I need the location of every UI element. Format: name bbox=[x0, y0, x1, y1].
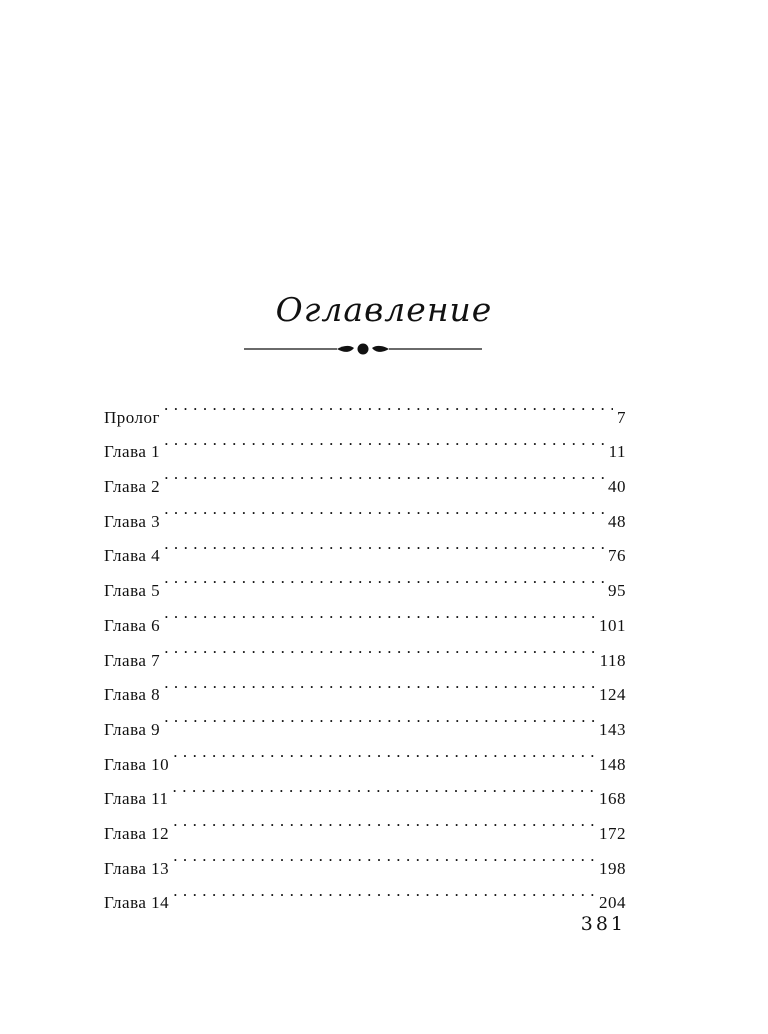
dot-leader bbox=[164, 492, 604, 527]
toc-entry-label: Глава 13 bbox=[104, 858, 170, 878]
toc-entry-page: 172 bbox=[599, 823, 626, 843]
toc-entry-page: 76 bbox=[608, 546, 626, 566]
toc-entry-page: 198 bbox=[599, 858, 626, 878]
dot-leader bbox=[164, 561, 604, 596]
flourish-divider-icon bbox=[244, 340, 482, 358]
toc-entry[interactable] bbox=[104, 666, 626, 705]
dot-leader bbox=[173, 839, 595, 874]
toc-entry-page: 101 bbox=[599, 615, 626, 635]
page-number: 381 bbox=[580, 913, 626, 935]
toc-entry[interactable] bbox=[104, 700, 626, 739]
toc-entry[interactable] bbox=[104, 457, 626, 497]
toc-entry[interactable] bbox=[104, 388, 626, 427]
toc-entry-page: 11 bbox=[608, 442, 626, 462]
dot-leader bbox=[173, 804, 595, 839]
dot-leader bbox=[173, 770, 595, 805]
toc-entry[interactable] bbox=[104, 561, 626, 601]
dot-leader bbox=[164, 631, 595, 666]
toc-entry-label: Глава 8 bbox=[104, 685, 161, 705]
toc-entry-page: 204 bbox=[599, 893, 626, 913]
toc-entry[interactable] bbox=[104, 735, 626, 774]
toc-entry-page: 40 bbox=[608, 477, 626, 497]
dot-leader bbox=[164, 700, 595, 735]
toc-entry-label: Глава 14 bbox=[104, 893, 170, 913]
toc-entry-label: Глава 3 bbox=[104, 511, 161, 531]
toc-entry-label: Глава 11 bbox=[104, 789, 169, 809]
toc-entry-label: Пролог bbox=[104, 407, 161, 427]
toc-entry-label: Глава 12 bbox=[104, 823, 170, 843]
dot-leader bbox=[164, 666, 595, 701]
dot-leader bbox=[164, 423, 604, 458]
toc-entry[interactable] bbox=[104, 423, 626, 462]
toc-entry-label: Глава 10 bbox=[104, 754, 170, 774]
toc-entry[interactable] bbox=[104, 631, 626, 670]
dot-leader bbox=[173, 874, 595, 909]
toc-entry[interactable] bbox=[104, 804, 626, 843]
dot-leader bbox=[164, 457, 604, 492]
toc-entry[interactable] bbox=[104, 874, 626, 913]
toc-entry-page: 124 bbox=[599, 685, 626, 705]
toc-entry[interactable] bbox=[104, 492, 626, 531]
toc-entry-label: Глава 4 bbox=[104, 546, 161, 566]
toc-entry-label: Глава 9 bbox=[104, 719, 161, 739]
toc-entry-page: 7 bbox=[617, 407, 626, 427]
toc-entry-label: Глава 5 bbox=[104, 581, 161, 601]
toc-entry-label: Глава 6 bbox=[104, 615, 161, 635]
dot-leader bbox=[173, 735, 595, 770]
table-of-contents bbox=[104, 388, 626, 913]
toc-entry-page: 148 bbox=[599, 754, 626, 774]
toc-entry-page: 168 bbox=[599, 789, 626, 809]
toc-entry-label: Глава 1 bbox=[104, 442, 161, 462]
toc-entry-label: Глава 7 bbox=[104, 650, 161, 670]
toc-entry[interactable] bbox=[104, 839, 626, 878]
toc-entry-page: 95 bbox=[608, 581, 626, 601]
page-title: Оглавление bbox=[275, 290, 493, 329]
toc-entry[interactable] bbox=[104, 527, 626, 566]
toc-entry-page: 118 bbox=[599, 650, 626, 670]
dot-leader bbox=[164, 596, 595, 631]
toc-entry-label: Глава 2 bbox=[104, 477, 161, 497]
toc-entry-page: 143 bbox=[599, 719, 626, 739]
toc-entry[interactable] bbox=[104, 596, 626, 635]
toc-entry-page: 48 bbox=[608, 511, 626, 531]
dot-leader bbox=[164, 527, 604, 562]
toc-entry[interactable] bbox=[104, 770, 626, 809]
dot-leader bbox=[164, 388, 613, 423]
